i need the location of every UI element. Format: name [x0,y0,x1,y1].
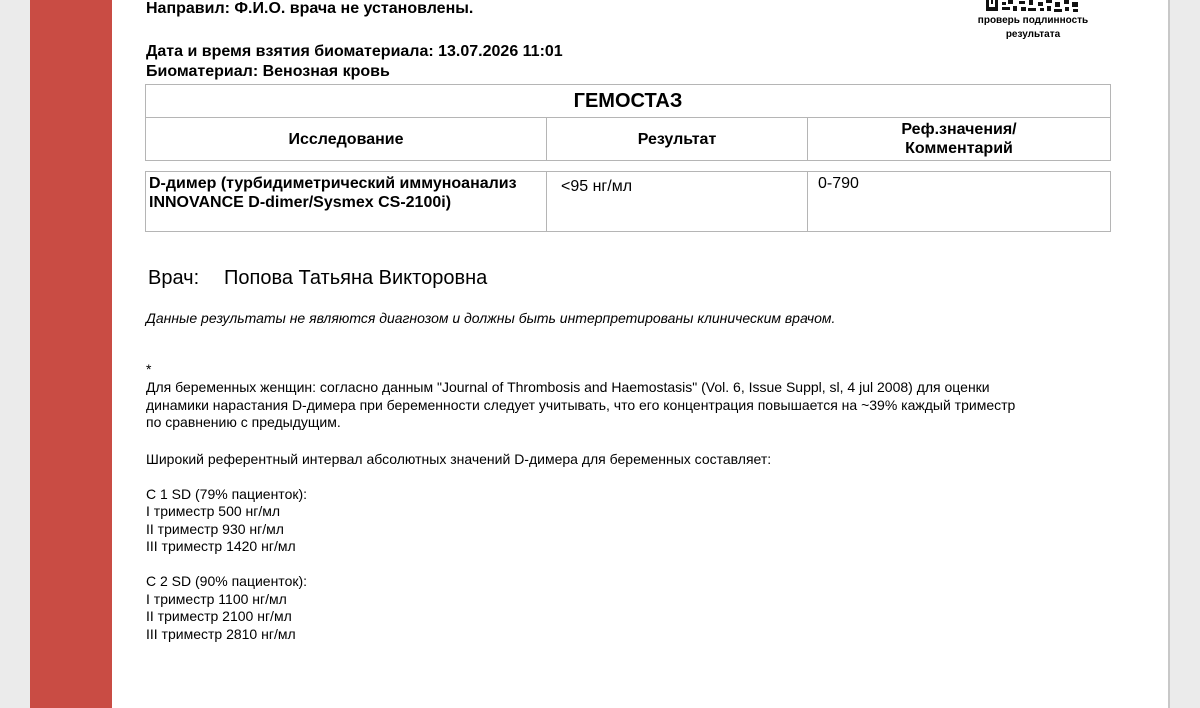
qr-code-icon [986,0,1080,13]
doctor-name: Попова Татьяна Викторовна [224,267,488,289]
sample-datetime: Дата и время взятия биоматериала: 13.07.2026 11:01 [146,43,563,60]
sd2-trimester-3: III триместр 2810 нг/мл [146,626,296,642]
column-study: Исследование [146,118,547,161]
sd1-trimester-3: III триместр 1420 нг/мл [146,538,296,554]
section-title: ГЕМОСТАЗ [146,85,1111,118]
sd2-trimester-2: II триместр 2100 нг/мл [146,608,292,624]
pregnancy-note-line2: динамики нарастания D-димера при беременности следует учитывать, что его концентрация повышается на ~39% каждый триместр [146,397,1016,413]
column-reference [808,118,1111,161]
disclaimer: Данные результаты не являются диагнозом и должны быть интерпретированы клиническим врачом. [146,310,836,326]
study-name-line2: INNOVANCE D-dimer/Sysmex CS-2100i) [149,194,452,211]
sd1-trimester-2: II триместр 930 нг/мл [146,521,284,537]
results-table [145,171,1111,232]
referrer-line: Направил: Ф.И.О. врача не установлены. [146,0,474,17]
sd1-trimester-1: I триместр 500 нг/мл [146,503,281,519]
column-reference-line2: Комментарий [905,140,1013,157]
viewer-left-accent-bar [30,0,112,708]
sd2-title: С 2 SD (90% пациенток): [146,573,308,589]
page-edge-shadow [1168,0,1170,708]
reference-value: 0-790 [808,172,1111,232]
biomaterial: Биоматериал: Венозная кровь [146,63,390,80]
sd1-title: С 1 SD (79% пациенток): [146,486,308,502]
interval-intro: Широкий референтный интервал абсолютных значений D-димера для беременных составляет: [146,451,772,467]
sd2-trimester-1: I триместр 1100 нг/мл [146,591,287,607]
study-name-line1: D-димер (турбидиметрический иммуноанализ [149,175,517,192]
note-asterisk: * [146,361,152,377]
result-value: <95 нг/мл [547,172,808,232]
column-result: Результат [547,118,808,161]
qr-caption-line1: проверь подлинность [977,15,1089,26]
column-reference-line1: Реф.значения/ [901,121,1017,138]
pregnancy-note-line1: Для беременных женщин: согласно данным "Journal of Thrombosis and Haemostasis" (Vol. 6, Issue Suppl, sl, 4 jul 2008) для оценки [146,379,990,395]
study-cell [146,172,547,232]
lab-report-page [112,0,1168,708]
doctor-label: Врач: [148,267,200,289]
pregnancy-note-line3: по сравнению с предыдущим. [146,414,341,430]
results-header-table [145,84,1111,161]
table-row [146,172,1111,232]
qr-caption-line2: результата [1005,29,1061,40]
